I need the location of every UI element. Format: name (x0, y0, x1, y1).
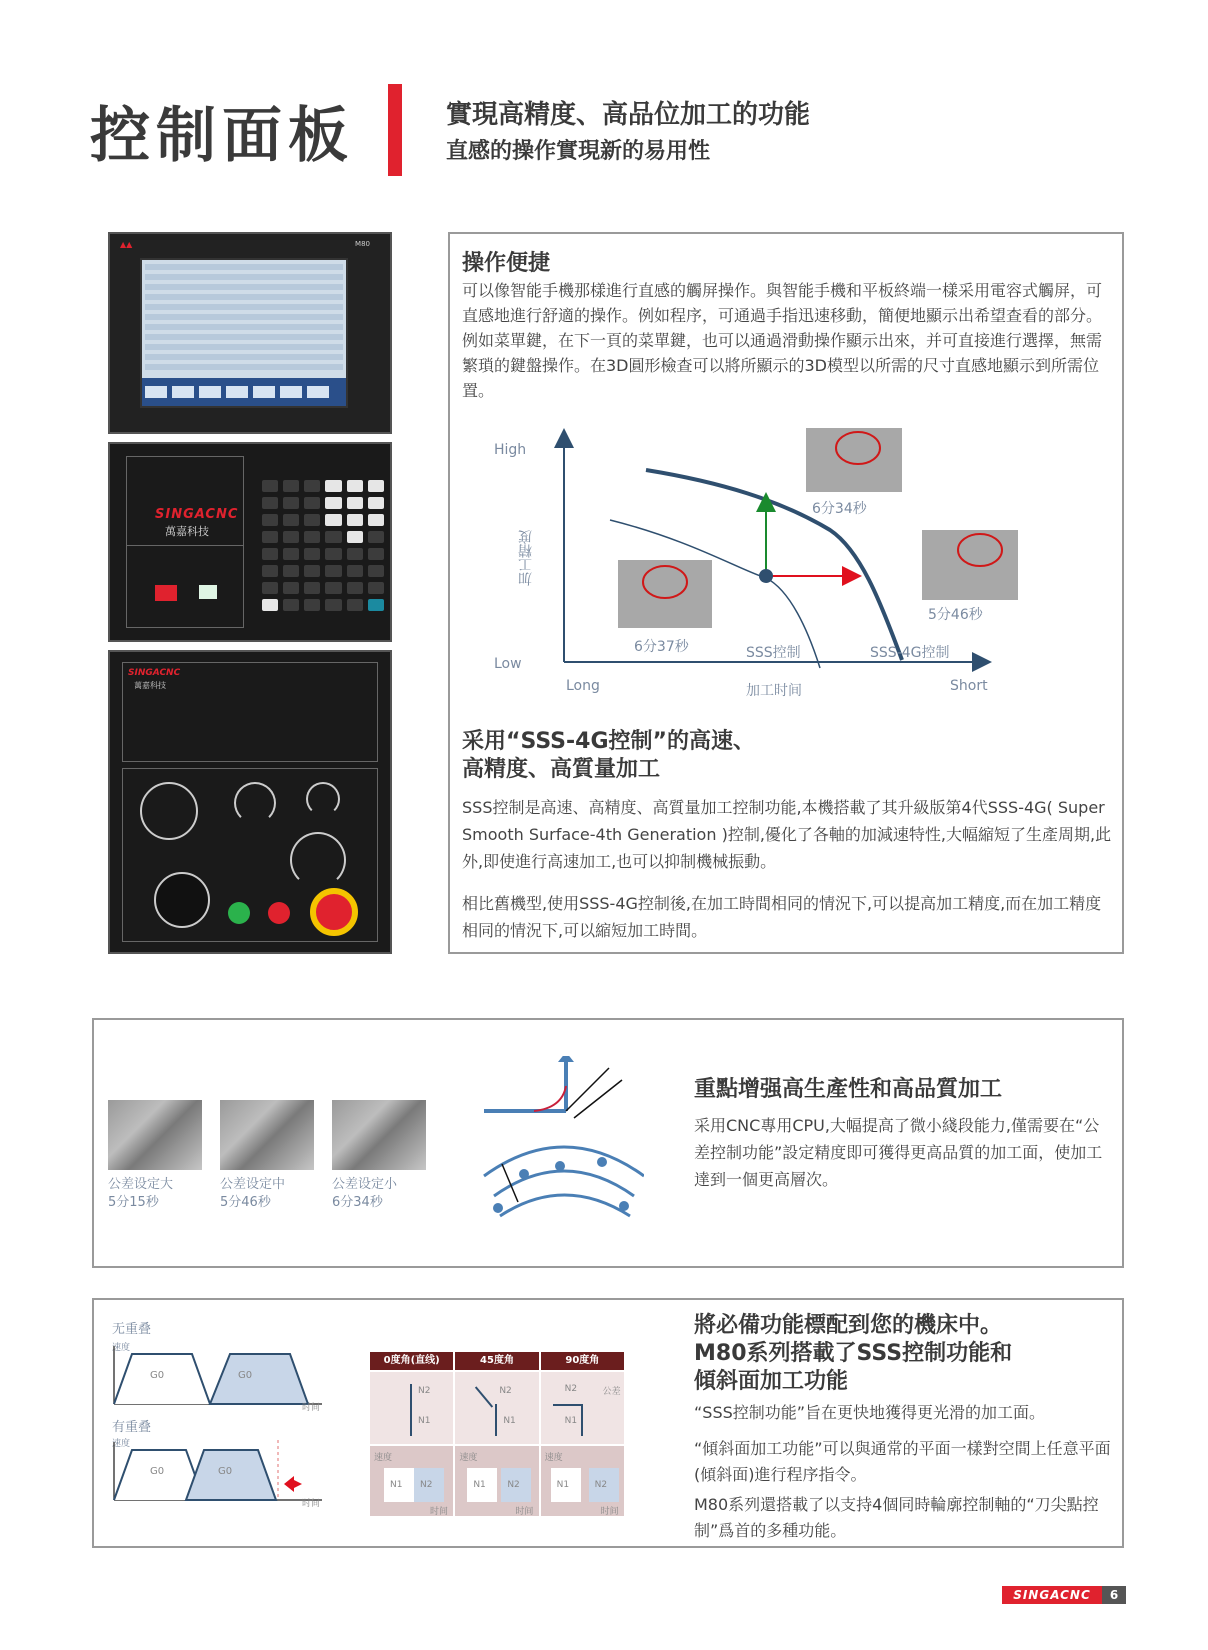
section3-paragraph: 采用CNC專用CPU,大幅提高了微小綫段能力,僅需要在“公差控制功能”設定精度即可獲得更高品質的加工面，使加工達到一個更高層次。 (694, 1116, 1103, 1189)
control-panel-logo: SINGACNC (128, 668, 181, 678)
cnc-screen-image (108, 232, 392, 434)
y-axis-low-label: Low (494, 656, 522, 672)
section1-paragraph: 可以像智能手機那樣進行直感的觸屏操作。與智能手機和平板終端一樣采用電容式觸屏，可直感地進行舒適的操作。例如程序，可通過手指迅速移動，簡便地顯示出希望查看的部分。例如菜單鍵，在下一頁的菜單鍵，也可以通過滑動操作顯示出來，并可直接進行選擇，無需繁瑣的鍵盤操作。在3D圓形檢查可以將所顯示的3D模型以所需的尺寸直感地顯示到所需位置。 (462, 281, 1103, 400)
corner-angle-table (370, 1352, 624, 1516)
title-accent-bar (388, 84, 402, 176)
g0-label: G0 (238, 1370, 253, 1381)
keypad-grid (262, 480, 384, 611)
g0-label: G0 (218, 1466, 233, 1477)
section4-heading (694, 1312, 1114, 1396)
g0-label: G0 (150, 1370, 165, 1381)
machine-control-panel-image (108, 650, 392, 954)
footer-brand-logo: SINGACNC (1002, 1586, 1102, 1604)
header-0deg: 0度角(直线) (370, 1352, 453, 1370)
x-axis-long-label: Long (566, 678, 600, 694)
section4-paragraph2: “傾斜面加工功能”可以與通常的平面一樣對空間上任意平面(傾斜面)進行程序指令。 (694, 1439, 1111, 1484)
thumbnail-caption: 公差设定大 5分15秒 (108, 1177, 174, 1210)
section-easy-operation (448, 232, 1124, 954)
power-off-button-icon (155, 585, 177, 601)
no-overlap-label: 无重叠 (112, 1322, 152, 1337)
section-productivity-quality (92, 1018, 1124, 1268)
y-axis-title: 加工精度 (518, 530, 534, 586)
y-axis-high-label: High (494, 442, 527, 458)
annotation-6m34s: 6分34秒 (812, 501, 867, 517)
section4-heading-line1: 將必備功能標配到您的機床中。 (694, 1313, 1003, 1338)
section4-heading-line2: M80系列搭載了SSS控制功能和 (694, 1341, 1013, 1366)
x-axis-title: 加工时间 (746, 683, 802, 699)
section2-heading (462, 728, 1062, 784)
cnc-display (140, 258, 348, 408)
section4-heading-line3: 傾斜面加工功能 (694, 1369, 849, 1394)
overlap-speed-diagram (112, 1440, 322, 1504)
logo-subtitle: 萬嘉科技 (165, 525, 209, 538)
section2-paragraph2: 相比舊機型,使用SSS-4G控制後,在加工時間相同的情況下,可以提高加工精度,而在加工精度相同的情況下,可以縮短加工時間。 (462, 894, 1102, 940)
speed-90deg: 速度 N1 N2 时间 (541, 1446, 624, 1516)
section3-heading: 重點增强高生產性和高品質加工 (694, 1077, 1003, 1102)
tolerance-large-thumbnail (108, 1100, 202, 1170)
annotation-6m37s: 6分37秒 (634, 639, 689, 655)
section-standard-features (92, 1298, 1124, 1548)
sss4g-series-label: SSS-4G控制 (870, 645, 950, 661)
section1-heading: 操作便捷 (462, 251, 551, 276)
feed-hold-button-icon (268, 902, 290, 924)
spindle-override-dial-icon (234, 782, 276, 824)
section2-paragraph1: SSS控制是高速、高精度、高質量加工控制功能,本機搭載了其升級版第4代SSS-4G( Super Smooth Surface-4th Generation )控制,優化了各軸的加減速特性,大幅縮短了生產周期,此外,即使進行高速加工,也可以抑制機械振動。 (462, 798, 1112, 871)
sss-series-label: SSS控制 (746, 645, 801, 661)
x-axis-short-label: Short (950, 678, 988, 694)
header-90deg: 90度角 (541, 1352, 624, 1370)
thumbnail-caption: 公差设定小 6分34秒 (332, 1177, 398, 1210)
screen-model-label: M80 (355, 240, 370, 248)
g0-label: G0 (150, 1466, 165, 1477)
subtitle-line1: 實現高精度、高品位加工的功能 (446, 100, 811, 130)
path-0deg: N2 N1 (370, 1372, 453, 1444)
annotation-5m46s: 5分46秒 (928, 607, 983, 623)
section4-paragraph1: “SSS控制功能”旨在更快地獲得更光滑的加工面。 (694, 1403, 1046, 1422)
time-axis-label: 时间 (302, 1403, 321, 1413)
tolerance-small-thumbnail (332, 1100, 426, 1170)
cnc-keypad-image (108, 442, 392, 642)
feed-override-dial-icon (140, 782, 198, 840)
singacnc-logo: SINGACNC (155, 507, 239, 522)
time-axis-label: 时间 (302, 1499, 321, 1509)
mitsubishi-logo-icon: ▲▲ (120, 240, 133, 249)
tolerance-medium-thumbnail (220, 1100, 314, 1170)
speed-axis-label: 速度 (112, 1439, 131, 1449)
speed-0deg: 速度 N1 N2 时间 (370, 1446, 453, 1516)
section2-heading-line1: 采用“SSS-4G控制”的高速、 (462, 729, 755, 754)
power-on-button-icon (199, 585, 217, 599)
cycle-start-button-icon (228, 902, 250, 924)
speed-45deg: 速度 N1 N2 时间 (455, 1446, 538, 1516)
path-90deg: N2 N1 公差 (541, 1372, 624, 1444)
page-number: 6 (1102, 1586, 1126, 1604)
page-title: 控制面板 (90, 101, 354, 171)
emergency-stop-button-icon (310, 888, 358, 936)
thumbnail-caption: 公差设定中 5分46秒 (220, 1177, 286, 1210)
tolerance-diagram-icon (474, 1056, 644, 1226)
subtitle-line2: 直感的操作實現新的易用性 (446, 139, 711, 164)
rapid-override-dial-icon (306, 782, 340, 816)
keypad-logo-box (126, 456, 244, 628)
control-panel-logo-sub: 萬嘉科技 (134, 681, 166, 690)
accuracy-time-chart (490, 420, 1030, 712)
overlap-label: 有重叠 (112, 1420, 152, 1435)
section2-heading-line2: 高精度、高質量加工 (462, 757, 661, 782)
no-overlap-speed-diagram (112, 1344, 322, 1408)
handwheel-multiplier-dial-icon (290, 832, 346, 888)
header-45deg: 45度角 (455, 1352, 538, 1370)
path-45deg: N2 N1 (455, 1372, 538, 1444)
manual-pulse-generator-icon (154, 872, 210, 928)
section4-paragraph3: M80系列還搭載了以支持4個同時輪廓控制軸的“刀尖點控制”爲首的多種功能。 (694, 1495, 1099, 1540)
speed-axis-label: 速度 (112, 1343, 131, 1353)
